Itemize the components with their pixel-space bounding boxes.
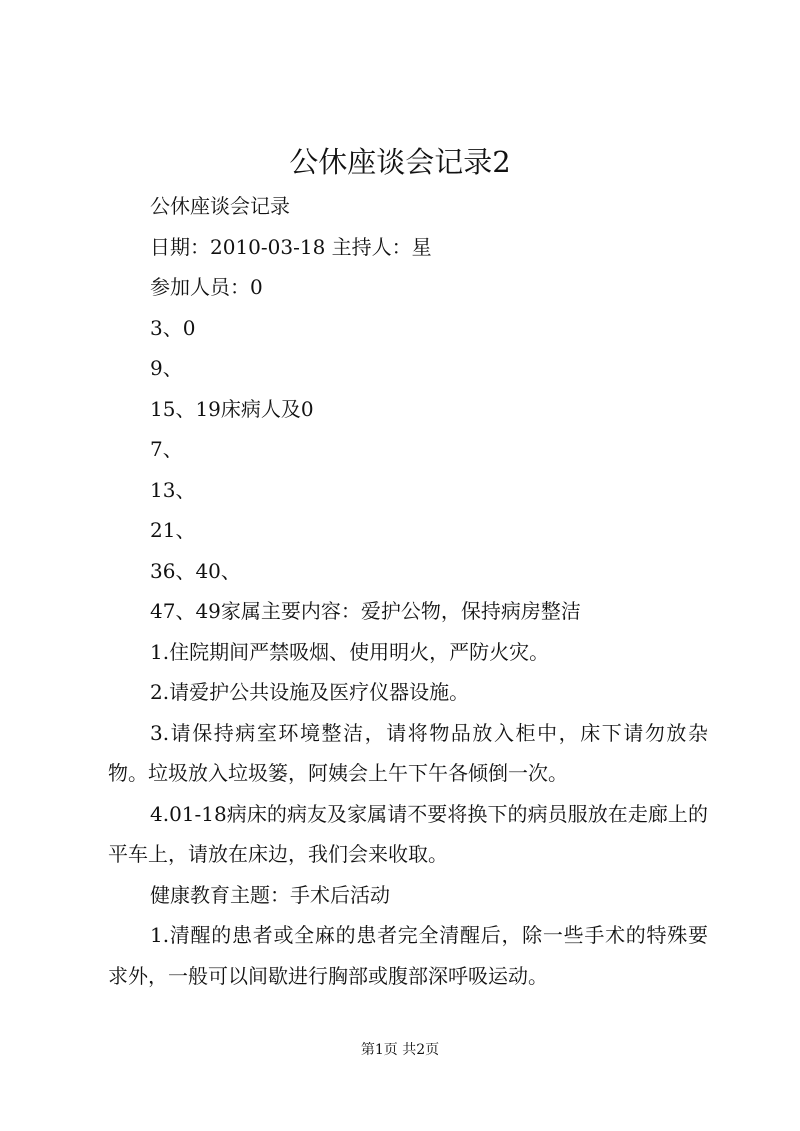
- document-body: [108, 186, 708, 996]
- paragraph-bed-list-item: 36、40、: [150, 558, 241, 583]
- document-title: 公休座谈会记录2: [289, 145, 511, 179]
- paragraph-heading: 公休座谈会记录: [150, 194, 290, 218]
- paragraph-main-content: 47、49家属主要内容：爱护公物，保持病房整洁: [150, 599, 581, 623]
- paragraph-bed-list-item: 15、19床病人及0: [150, 396, 314, 421]
- page-footer: 第1页 共2页: [360, 1042, 440, 1058]
- paragraph-bed-list-item: 9、: [150, 356, 183, 380]
- paragraph-rule-2: 2.请爱护公共设施及医疗仪器设施。: [150, 680, 470, 704]
- paragraph-bed-list-item: 7、: [150, 437, 183, 461]
- paragraph-bed-list-item: 21、: [150, 518, 196, 542]
- paragraph-health-topic: 健康教育主题：手术后活动: [150, 882, 390, 907]
- paragraph-rule-3: 3.请保持病室环境整洁，请将物品放入柜中，床下请勿放杂物。垃圾放入垃圾篓，阿姨会上午下午各倾倒一次。: [108, 720, 708, 785]
- paragraph-health-item-1: 1.清醒的患者或全麻的患者完全清醒后，除一些手术的特殊要求外，一般可以间歇进行胸部或腹部深呼吸运动。: [108, 923, 708, 988]
- paragraph-bed-list-item: 3、0: [150, 315, 196, 340]
- paragraph-date-host: 日期：2010-03-18 主持人：星: [150, 234, 432, 259]
- paragraph-participants: 参加人员：0: [150, 275, 263, 299]
- paragraph-rule-1: 1.住院期间严禁吸烟、使用明火，严防火灾。: [150, 639, 550, 664]
- paragraph-bed-list-item: 13、: [150, 477, 196, 502]
- paragraph-rule-4: 4.01-18病床的病友及家属请不要将换下的病员服放在走廊上的平车上，请放在床边，我们会来收取。: [108, 801, 708, 866]
